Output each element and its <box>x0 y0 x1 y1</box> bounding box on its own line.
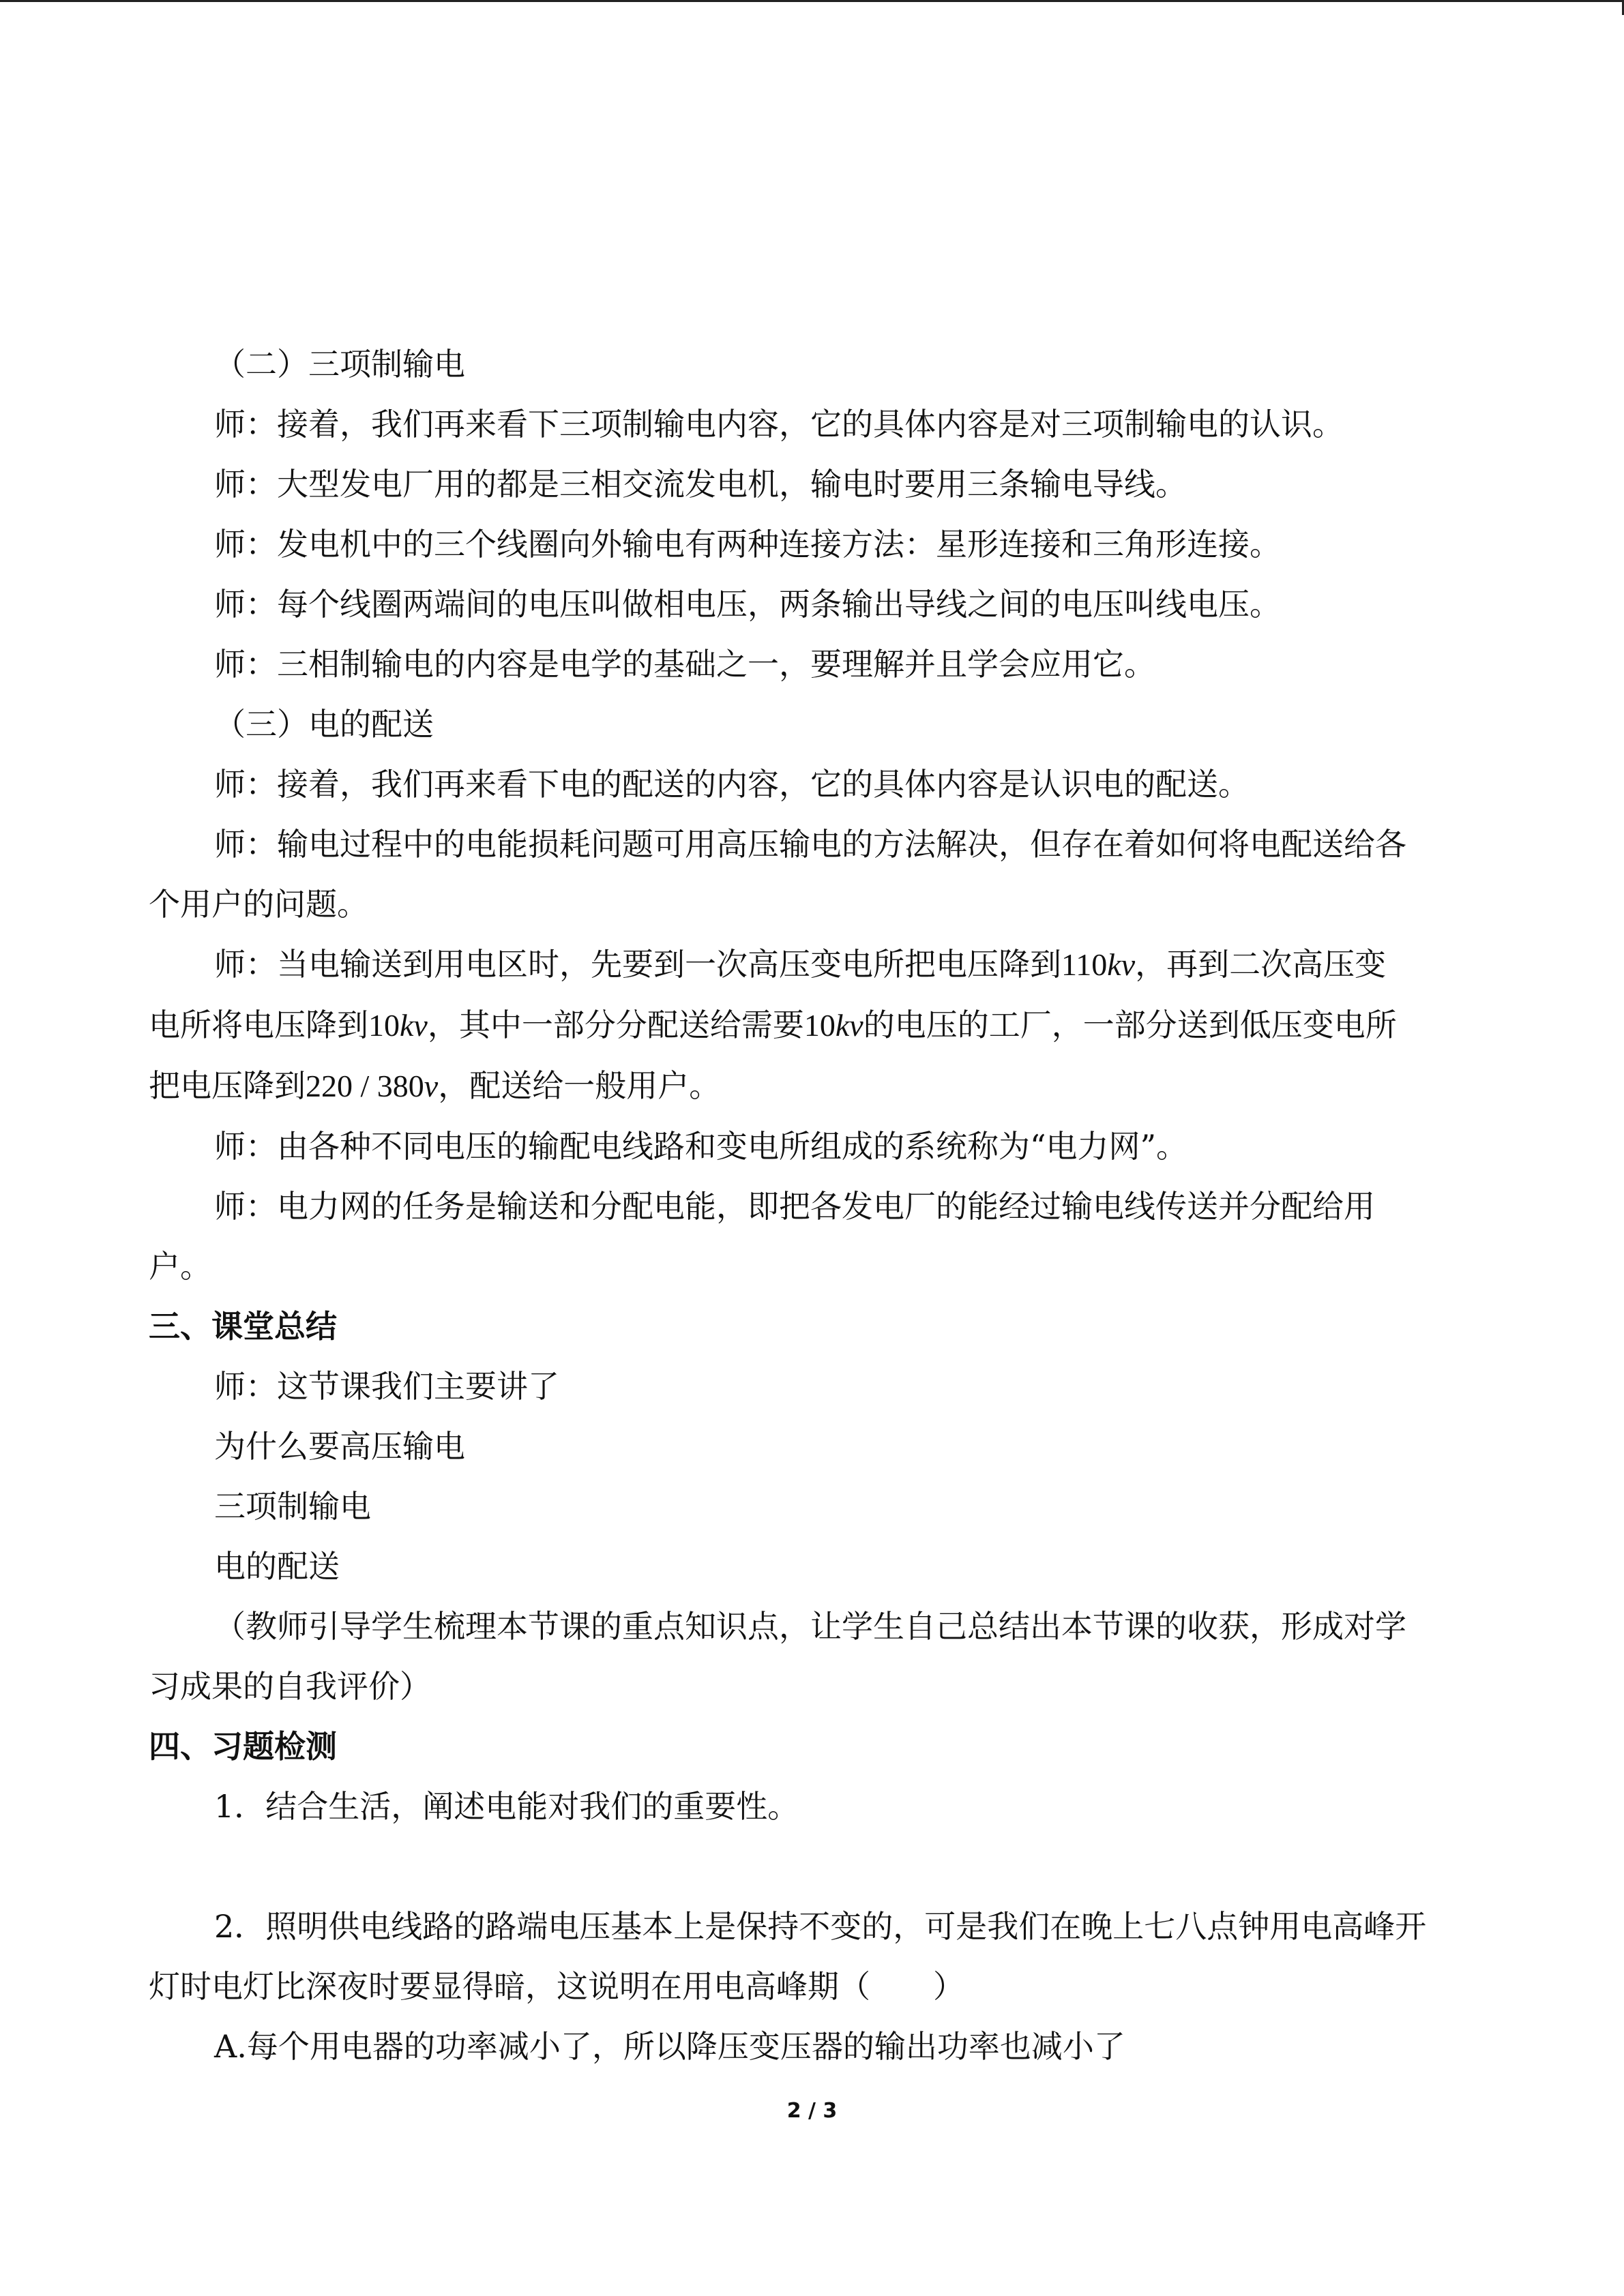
number: 10 <box>368 1008 400 1043</box>
document-body <box>149 334 1462 2076</box>
answer-space <box>149 1836 1462 1896</box>
unit: v <box>424 1069 439 1103</box>
text: 师：当电输送到用电区时，先要到一次高压变电所把电压降到 <box>214 946 1061 983</box>
voltage-value-10kv <box>804 1008 863 1043</box>
voltage-value-10kv <box>368 1008 428 1043</box>
paragraph-continuation: 个用户的问题。 <box>149 886 368 923</box>
top-border-line <box>0 0 1624 2</box>
paragraph: 师：由各种不同电压的输配电线路和变电所组成的系统称为“电力网”。 <box>214 1128 1188 1165</box>
section-2-title: （二）三项制输电 <box>214 346 465 383</box>
paragraph: 师：三相制输电的内容是电学的基础之一，要理解并且学会应用它。 <box>214 646 1155 683</box>
number: 10 <box>803 1008 836 1043</box>
paragraph: 师：每个线圈两端间的电压叫做相电压，两条输出导线之间的电压叫线电压。 <box>214 586 1281 623</box>
paragraph: 师：大型发电厂用的都是三相交流发电机，输电时要用三条输电导线。 <box>214 466 1187 503</box>
paragraph: 师：发电机中的三个线圈向外输电有两种连接方法：星形连接和三角形连接。 <box>214 526 1281 563</box>
section-3-title: （三）电的配送 <box>214 706 434 743</box>
question-2-option-a: A.每个用电器的功率减小了，所以降压变压器的输出功率也减小了 <box>214 2028 1125 2065</box>
summary-item: 三项制输电 <box>214 1488 371 1525</box>
paragraph: 师：这节课我们主要讲了 <box>214 1368 559 1405</box>
voltage-value-110kv <box>1061 947 1135 982</box>
heading-exercises: 四、习题检测 <box>149 1728 337 1765</box>
voltage-paragraph-line-3 <box>149 1056 1462 1116</box>
number: 110 <box>1061 947 1108 982</box>
voltage-value-220-380v <box>306 1069 438 1103</box>
text: ，配送给一般用户。 <box>438 1067 721 1104</box>
unit: kv <box>400 1008 428 1043</box>
summary-item: 为什么要高压输电 <box>214 1428 465 1465</box>
unit: kv <box>1107 947 1136 982</box>
paragraph: 师：输电过程中的电能损耗问题可用高压输电的方法解决，但存在着如何将电配送给各 <box>214 826 1406 863</box>
text: ，再到二次高压变 <box>1135 946 1387 983</box>
paragraph: 师：电力网的任务是输送和分配电能，即把各发电厂的能经过输电线传送并分配给用 <box>214 1188 1375 1225</box>
text: 把电压降到 <box>149 1067 306 1104</box>
paragraph-continuation: 户。 <box>149 1248 211 1285</box>
question-2: 2．照明供电线路的路端电压基本上是保持不变的，可是我们在晚上七八点钟用电高峰开 <box>214 1908 1427 1945</box>
paragraph-continuation: 习成果的自我评价） <box>149 1668 431 1705</box>
page-number: 2 / 3 <box>786 2099 838 2123</box>
question-2-continuation: 灯时电灯比深夜时要显得暗，这说明在用电高峰期（ ） <box>149 1968 964 2005</box>
voltage-paragraph-line-2 <box>149 995 1462 1056</box>
voltage-paragraph-line-1 <box>149 934 1462 995</box>
number: 220 / 380 <box>306 1069 424 1103</box>
unit: kv <box>835 1008 863 1043</box>
question-1: 1．结合生活，阐述电能对我们的重要性。 <box>214 1788 799 1825</box>
text: ，其中一部分分配送给需要 <box>427 1007 804 1043</box>
paragraph: （教师引导学生梳理本节课的重点知识点，让学生自己总结出本节课的收获，形成对学 <box>214 1608 1406 1645</box>
text: 电所将电压降到 <box>149 1007 368 1043</box>
text: 的电压的工厂，一部分送到低压变电所 <box>863 1007 1397 1043</box>
paragraph: 师：接着，我们再来看下三项制输电内容，它的具体内容是对三项制输电的认识。 <box>214 406 1344 443</box>
paragraph: 师：接着，我们再来看下电的配送的内容，它的具体内容是认识电的配送。 <box>214 766 1250 803</box>
heading-class-summary: 三、课堂总结 <box>149 1308 337 1345</box>
summary-item: 电的配送 <box>214 1548 340 1585</box>
